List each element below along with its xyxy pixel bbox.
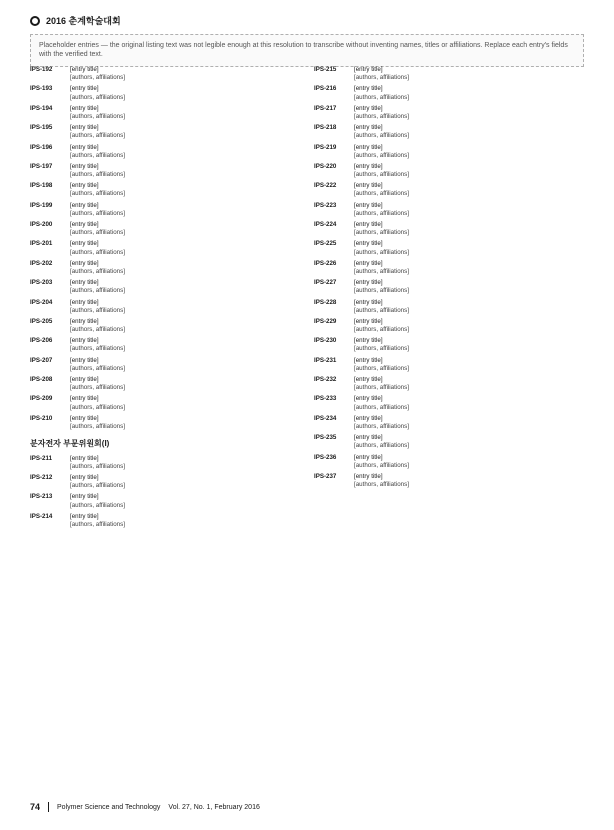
program-entry bbox=[30, 163, 300, 179]
entry-body bbox=[70, 415, 300, 431]
entry-body bbox=[354, 124, 584, 140]
entry-authors: [authors, affiliations] bbox=[354, 171, 409, 179]
entry-title: [entry title] bbox=[354, 66, 383, 73]
entry-id: IPS-229 bbox=[314, 317, 337, 325]
entry-id: IPS-192 bbox=[30, 66, 53, 73]
left-column bbox=[30, 66, 300, 786]
entry-id: IPS-200 bbox=[30, 221, 53, 228]
entry-title: [entry title] bbox=[70, 317, 99, 325]
entry-title: [entry title] bbox=[70, 221, 99, 228]
entry-id: IPS-198 bbox=[30, 182, 53, 190]
entry-title: [entry title] bbox=[70, 337, 99, 345]
entry-body bbox=[354, 144, 584, 160]
entry-body bbox=[70, 395, 300, 411]
program-entry bbox=[30, 144, 300, 160]
program-entry bbox=[314, 182, 584, 198]
program-entry bbox=[314, 454, 584, 470]
entry-authors: [authors, affiliations] bbox=[70, 112, 125, 120]
entry-authors: [authors, affiliations] bbox=[70, 93, 125, 101]
entry-body bbox=[70, 163, 300, 179]
entry-authors: [authors, affiliations] bbox=[354, 93, 409, 101]
entry-id: IPS-208 bbox=[30, 376, 53, 383]
entry-id: IPS-206 bbox=[30, 337, 53, 345]
program-entry bbox=[314, 240, 584, 256]
entry-authors: [authors, affiliations] bbox=[354, 287, 409, 295]
entry-body bbox=[354, 221, 584, 237]
entry-id: IPS-204 bbox=[30, 298, 53, 306]
entry-authors: [authors, affiliations] bbox=[354, 481, 409, 489]
program-entry bbox=[314, 376, 584, 392]
entry-authors: [authors, affiliations] bbox=[354, 151, 409, 159]
program-entry bbox=[30, 376, 300, 392]
program-entry bbox=[30, 85, 300, 101]
entry-authors: [authors, affiliations] bbox=[70, 229, 125, 237]
entry-body bbox=[354, 473, 584, 489]
entry-body bbox=[70, 337, 300, 353]
entry-id: IPS-219 bbox=[314, 143, 337, 151]
entry-id: IPS-230 bbox=[314, 337, 337, 345]
footer-divider bbox=[48, 802, 49, 812]
program-entry bbox=[30, 182, 300, 198]
entry-id: IPS-228 bbox=[314, 298, 337, 306]
entry-id: IPS-205 bbox=[30, 317, 53, 325]
entry-authors: [authors, affiliations] bbox=[354, 112, 409, 120]
entry-body bbox=[70, 66, 300, 82]
program-entry bbox=[30, 105, 300, 121]
entry-authors: [authors, affiliations] bbox=[70, 74, 125, 82]
entry-authors: [authors, affiliations] bbox=[354, 209, 409, 217]
entry-body bbox=[70, 493, 300, 509]
entry-id: IPS-227 bbox=[314, 279, 337, 287]
entry-authors: [authors, affiliations] bbox=[354, 345, 409, 353]
entry-title: [entry title] bbox=[354, 85, 383, 93]
entry-body bbox=[354, 337, 584, 353]
entry-title: [entry title] bbox=[70, 124, 99, 132]
entry-id: IPS-199 bbox=[30, 201, 53, 209]
entry-authors: [authors, affiliations] bbox=[70, 267, 125, 275]
entry-title: [entry title] bbox=[354, 162, 383, 170]
entry-id: IPS-232 bbox=[314, 376, 337, 383]
program-entry bbox=[314, 221, 584, 237]
entry-authors: [authors, affiliations] bbox=[354, 132, 409, 140]
entry-id: IPS-220 bbox=[314, 162, 337, 170]
entry-body bbox=[354, 260, 584, 276]
program-entry bbox=[30, 337, 300, 353]
program-entry bbox=[30, 124, 300, 140]
entry-title: [entry title] bbox=[70, 474, 99, 482]
entry-id: IPS-209 bbox=[30, 395, 53, 403]
program-entry bbox=[30, 474, 300, 490]
placeholder-notice: Placeholder entries — the original listing text was not legible enough at this resolution to transcribe without inventing names, titles or affiliations. Replace each entry's fields with the verified text. bbox=[30, 34, 584, 67]
entry-id: IPS-194 bbox=[30, 104, 53, 112]
entry-title: [entry title] bbox=[354, 221, 383, 228]
entry-id: IPS-203 bbox=[30, 279, 53, 287]
entry-authors: [authors, affiliations] bbox=[70, 482, 125, 490]
entry-body bbox=[354, 454, 584, 470]
entry-body bbox=[70, 182, 300, 198]
entry-authors: [authors, affiliations] bbox=[354, 326, 409, 334]
entry-id: IPS-213 bbox=[30, 493, 53, 501]
entry-authors: [authors, affiliations] bbox=[70, 501, 125, 509]
entry-body bbox=[70, 376, 300, 392]
entry-authors: [authors, affiliations] bbox=[70, 306, 125, 314]
page-number: 74 bbox=[30, 802, 41, 812]
entry-body bbox=[70, 260, 300, 276]
entry-authors: [authors, affiliations] bbox=[70, 132, 125, 140]
entry-authors: [authors, affiliations] bbox=[70, 462, 125, 470]
section-heading: 분자전자 부문위원회(I) bbox=[30, 439, 110, 449]
entry-id: IPS-201 bbox=[30, 240, 53, 248]
entry-id: IPS-202 bbox=[30, 259, 53, 267]
entry-authors: [authors, affiliations] bbox=[70, 520, 125, 528]
entry-title: [entry title] bbox=[354, 143, 383, 151]
entry-id: IPS-235 bbox=[314, 434, 337, 442]
entry-id: IPS-237 bbox=[314, 472, 337, 480]
entry-authors: [authors, affiliations] bbox=[70, 364, 125, 372]
entry-authors: [authors, affiliations] bbox=[354, 267, 409, 275]
page-footer bbox=[30, 802, 260, 812]
entry-authors: [authors, affiliations] bbox=[354, 190, 409, 198]
entry-title: [entry title] bbox=[70, 279, 99, 287]
entry-title: [entry title] bbox=[354, 414, 383, 422]
entry-authors: [authors, affiliations] bbox=[70, 422, 125, 430]
entry-title: [entry title] bbox=[354, 376, 383, 383]
conference-title: 2016 춘계학술대회 bbox=[46, 16, 121, 26]
entry-body bbox=[70, 279, 300, 295]
entry-id: IPS-210 bbox=[30, 414, 53, 422]
journal-issue: Vol. 27, No. 1, February 2016 bbox=[168, 803, 260, 811]
entry-title: [entry title] bbox=[70, 512, 99, 520]
entry-title: [entry title] bbox=[70, 240, 99, 248]
entry-body bbox=[70, 455, 300, 471]
entry-id: IPS-222 bbox=[314, 182, 337, 190]
program-entry bbox=[314, 395, 584, 411]
program-entry bbox=[314, 124, 584, 140]
entry-body bbox=[70, 318, 300, 334]
program-entry bbox=[30, 202, 300, 218]
entry-title: [entry title] bbox=[354, 453, 383, 461]
entry-authors: [authors, affiliations] bbox=[70, 384, 125, 392]
program-entry bbox=[314, 473, 584, 489]
page-header bbox=[30, 14, 121, 27]
entry-id: IPS-233 bbox=[314, 395, 337, 403]
program-entry bbox=[314, 105, 584, 121]
entry-title: [entry title] bbox=[354, 104, 383, 112]
conference-logo-icon bbox=[30, 16, 40, 26]
entry-title: [entry title] bbox=[70, 143, 99, 151]
entry-authors: [authors, affiliations] bbox=[354, 461, 409, 469]
entry-title: [entry title] bbox=[70, 201, 99, 209]
entry-body bbox=[70, 357, 300, 373]
entry-authors: [authors, affiliations] bbox=[354, 229, 409, 237]
entry-body bbox=[354, 357, 584, 373]
program-entry bbox=[30, 455, 300, 471]
program-entry bbox=[314, 415, 584, 431]
entry-body bbox=[354, 163, 584, 179]
program-entry bbox=[30, 279, 300, 295]
entry-title: [entry title] bbox=[354, 317, 383, 325]
entry-body bbox=[70, 240, 300, 256]
entry-authors: [authors, affiliations] bbox=[354, 384, 409, 392]
entry-body bbox=[354, 434, 584, 450]
program-entry bbox=[314, 337, 584, 353]
entry-authors: [authors, affiliations] bbox=[70, 248, 125, 256]
entry-body bbox=[70, 474, 300, 490]
entry-title: [entry title] bbox=[70, 395, 99, 403]
journal-name: Polymer Science and Technology bbox=[57, 803, 161, 811]
entry-id: IPS-214 bbox=[30, 512, 53, 520]
entry-title: [entry title] bbox=[354, 356, 383, 364]
entry-body bbox=[70, 221, 300, 237]
entry-body bbox=[354, 85, 584, 101]
program-entry bbox=[30, 240, 300, 256]
entry-body bbox=[354, 318, 584, 334]
entry-id: IPS-218 bbox=[314, 124, 337, 132]
entry-title: [entry title] bbox=[354, 124, 383, 132]
entry-body bbox=[354, 202, 584, 218]
program-entry bbox=[314, 434, 584, 450]
entry-authors: [authors, affiliations] bbox=[354, 248, 409, 256]
program-entry bbox=[314, 318, 584, 334]
entry-title: [entry title] bbox=[70, 162, 99, 170]
entry-title: [entry title] bbox=[354, 298, 383, 306]
program-entry bbox=[30, 493, 300, 509]
entry-id: IPS-215 bbox=[314, 66, 337, 73]
entry-title: [entry title] bbox=[70, 66, 99, 73]
entry-title: [entry title] bbox=[354, 240, 383, 248]
program-entry bbox=[30, 318, 300, 334]
entry-authors: [authors, affiliations] bbox=[354, 422, 409, 430]
entry-body bbox=[354, 299, 584, 315]
entry-id: IPS-224 bbox=[314, 221, 337, 228]
entry-title: [entry title] bbox=[70, 259, 99, 267]
entry-body bbox=[354, 182, 584, 198]
entry-authors: [authors, affiliations] bbox=[70, 345, 125, 353]
entry-title: [entry title] bbox=[70, 414, 99, 422]
program-entry bbox=[30, 415, 300, 431]
entry-authors: [authors, affiliations] bbox=[354, 364, 409, 372]
entry-body bbox=[354, 240, 584, 256]
entry-id: IPS-197 bbox=[30, 162, 53, 170]
entry-id: IPS-234 bbox=[314, 414, 337, 422]
entry-id: IPS-223 bbox=[314, 201, 337, 209]
entry-authors: [authors, affiliations] bbox=[70, 190, 125, 198]
program-entry bbox=[30, 357, 300, 373]
entry-title: [entry title] bbox=[354, 434, 383, 442]
entry-body bbox=[70, 85, 300, 101]
entry-authors: [authors, affiliations] bbox=[70, 171, 125, 179]
entry-body bbox=[354, 66, 584, 82]
entry-id: IPS-211 bbox=[30, 454, 53, 462]
program-entry bbox=[314, 279, 584, 295]
entry-authors: [authors, affiliations] bbox=[70, 403, 125, 411]
entry-id: IPS-225 bbox=[314, 240, 337, 248]
entry-body bbox=[70, 202, 300, 218]
entry-title: [entry title] bbox=[70, 182, 99, 190]
entry-body bbox=[354, 395, 584, 411]
entry-columns bbox=[30, 66, 584, 786]
entry-body bbox=[70, 513, 300, 529]
entry-id: IPS-212 bbox=[30, 474, 53, 482]
entry-title: [entry title] bbox=[354, 259, 383, 267]
entry-id: IPS-193 bbox=[30, 85, 53, 93]
right-column bbox=[314, 66, 584, 786]
program-entry bbox=[30, 395, 300, 411]
entry-authors: [authors, affiliations] bbox=[354, 74, 409, 82]
entry-title: [entry title] bbox=[354, 201, 383, 209]
program-entry bbox=[30, 260, 300, 276]
entry-title: [entry title] bbox=[70, 356, 99, 364]
program-entry bbox=[30, 299, 300, 315]
entry-body bbox=[70, 105, 300, 121]
entry-body bbox=[354, 279, 584, 295]
program-entry bbox=[30, 66, 300, 82]
program-entry bbox=[314, 357, 584, 373]
entry-body bbox=[70, 124, 300, 140]
entry-id: IPS-217 bbox=[314, 104, 337, 112]
entry-title: [entry title] bbox=[354, 182, 383, 190]
entry-authors: [authors, affiliations] bbox=[70, 151, 125, 159]
entry-body bbox=[354, 105, 584, 121]
program-entry bbox=[314, 299, 584, 315]
entry-title: [entry title] bbox=[70, 454, 99, 462]
entry-authors: [authors, affiliations] bbox=[70, 209, 125, 217]
program-entry bbox=[30, 221, 300, 237]
entry-authors: [authors, affiliations] bbox=[70, 287, 125, 295]
entry-title: [entry title] bbox=[70, 104, 99, 112]
program-entry bbox=[314, 260, 584, 276]
program-entry bbox=[314, 202, 584, 218]
program-entry bbox=[314, 163, 584, 179]
entry-id: IPS-216 bbox=[314, 85, 337, 93]
entry-id: IPS-226 bbox=[314, 259, 337, 267]
program-entry bbox=[314, 66, 584, 82]
entry-authors: [authors, affiliations] bbox=[354, 442, 409, 450]
entry-id: IPS-231 bbox=[314, 356, 337, 364]
entry-authors: [authors, affiliations] bbox=[70, 326, 125, 334]
entry-body bbox=[354, 376, 584, 392]
entry-title: [entry title] bbox=[70, 493, 99, 501]
entry-body bbox=[354, 415, 584, 431]
program-entry bbox=[314, 85, 584, 101]
program-entry bbox=[30, 513, 300, 529]
program-entry bbox=[314, 144, 584, 160]
entry-body bbox=[70, 144, 300, 160]
entry-authors: [authors, affiliations] bbox=[354, 403, 409, 411]
entry-authors: [authors, affiliations] bbox=[354, 306, 409, 314]
entry-id: IPS-236 bbox=[314, 453, 337, 461]
entry-title: [entry title] bbox=[70, 298, 99, 306]
entry-title: [entry title] bbox=[354, 279, 383, 287]
entry-title: [entry title] bbox=[70, 85, 99, 93]
entry-id: IPS-195 bbox=[30, 124, 53, 132]
entry-title: [entry title] bbox=[354, 395, 383, 403]
entry-id: IPS-207 bbox=[30, 356, 53, 364]
entry-body bbox=[70, 299, 300, 315]
entry-title: [entry title] bbox=[70, 376, 99, 383]
entry-title: [entry title] bbox=[354, 337, 383, 345]
entry-title: [entry title] bbox=[354, 472, 383, 480]
entry-id: IPS-196 bbox=[30, 143, 53, 151]
